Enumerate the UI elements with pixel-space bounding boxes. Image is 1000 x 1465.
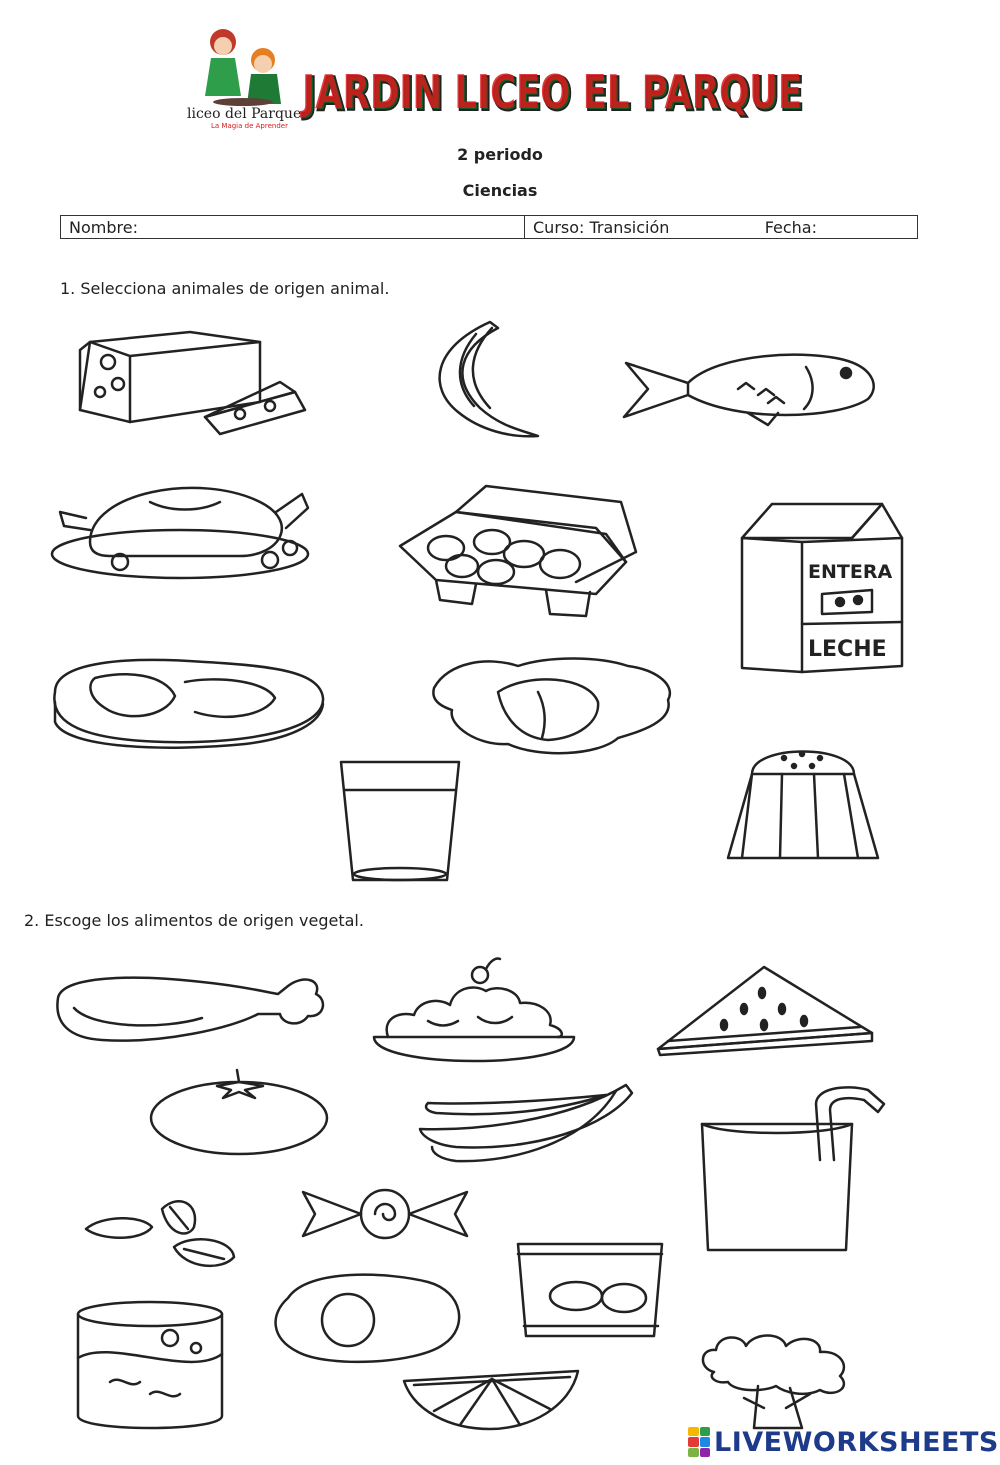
milk-label-top: ENTERA [808,561,893,583]
roast-chicken-icon[interactable] [50,472,320,582]
course-label: Curso: Transición [533,218,670,237]
logo-caption: liceo del Parque [187,106,302,122]
name-field[interactable] [61,216,525,238]
steak-icon[interactable] [45,652,330,754]
chicken-leg-icon[interactable] [52,968,332,1046]
broccoli-icon[interactable] [694,1328,866,1432]
orange-slice-icon[interactable] [400,1367,582,1433]
logo-tagline: La Magia de Aprender [211,122,288,130]
question-2-prompt: 2. Escoge los alimentos de origen vegetal. [24,911,364,930]
egg-carton-icon[interactable] [396,482,644,622]
milk-carton-icon[interactable] [722,498,912,674]
milk-label-bottom: LECHE [808,637,887,662]
period-label: 2 periodo [457,145,543,164]
svg-text:JARDIN LICEO EL PARQUE: JARDIN LICEO EL PARQUE [301,67,804,121]
chips-bag-icon[interactable] [512,1240,668,1340]
student-info-table [60,215,918,239]
liveworksheets-logo-icon [688,1427,710,1457]
salt-shaker-icon[interactable] [722,734,884,866]
question-1-prompt: 1. Selecciona animales de origen animal. [60,279,390,298]
cheese-icon[interactable] [70,322,310,440]
svg-text:JARDIN LICEO EL PARQUE: JARDIN LICEO EL PARQUE [300,65,802,119]
lettuce-icon[interactable] [428,652,678,760]
watermelon-slice-icon[interactable] [654,963,876,1057]
school-name [300,58,810,128]
banana-icon[interactable] [420,318,545,440]
school-logo [185,22,305,130]
candy-icon[interactable] [297,1186,473,1242]
tomato-icon[interactable] [145,1066,333,1156]
juice-glass-icon[interactable] [696,1080,888,1258]
date-label[interactable]: Fecha: [764,218,817,237]
glass-of-water-icon[interactable] [335,756,465,886]
liveworksheets-brand [688,1424,999,1460]
soda-can-icon[interactable] [70,1298,230,1432]
subject-label: Ciencias [462,181,538,200]
course-date-cell [525,216,917,238]
ice-cream-bowl-icon[interactable] [368,955,580,1077]
bananas-icon[interactable] [416,1081,636,1165]
brand-text: LIVEWORKSHEETS [714,1426,999,1458]
fish-icon[interactable] [618,343,900,431]
fried-egg-icon[interactable] [268,1268,470,1368]
almonds-icon[interactable] [82,1193,242,1271]
name-label: Nombre: [69,218,138,237]
